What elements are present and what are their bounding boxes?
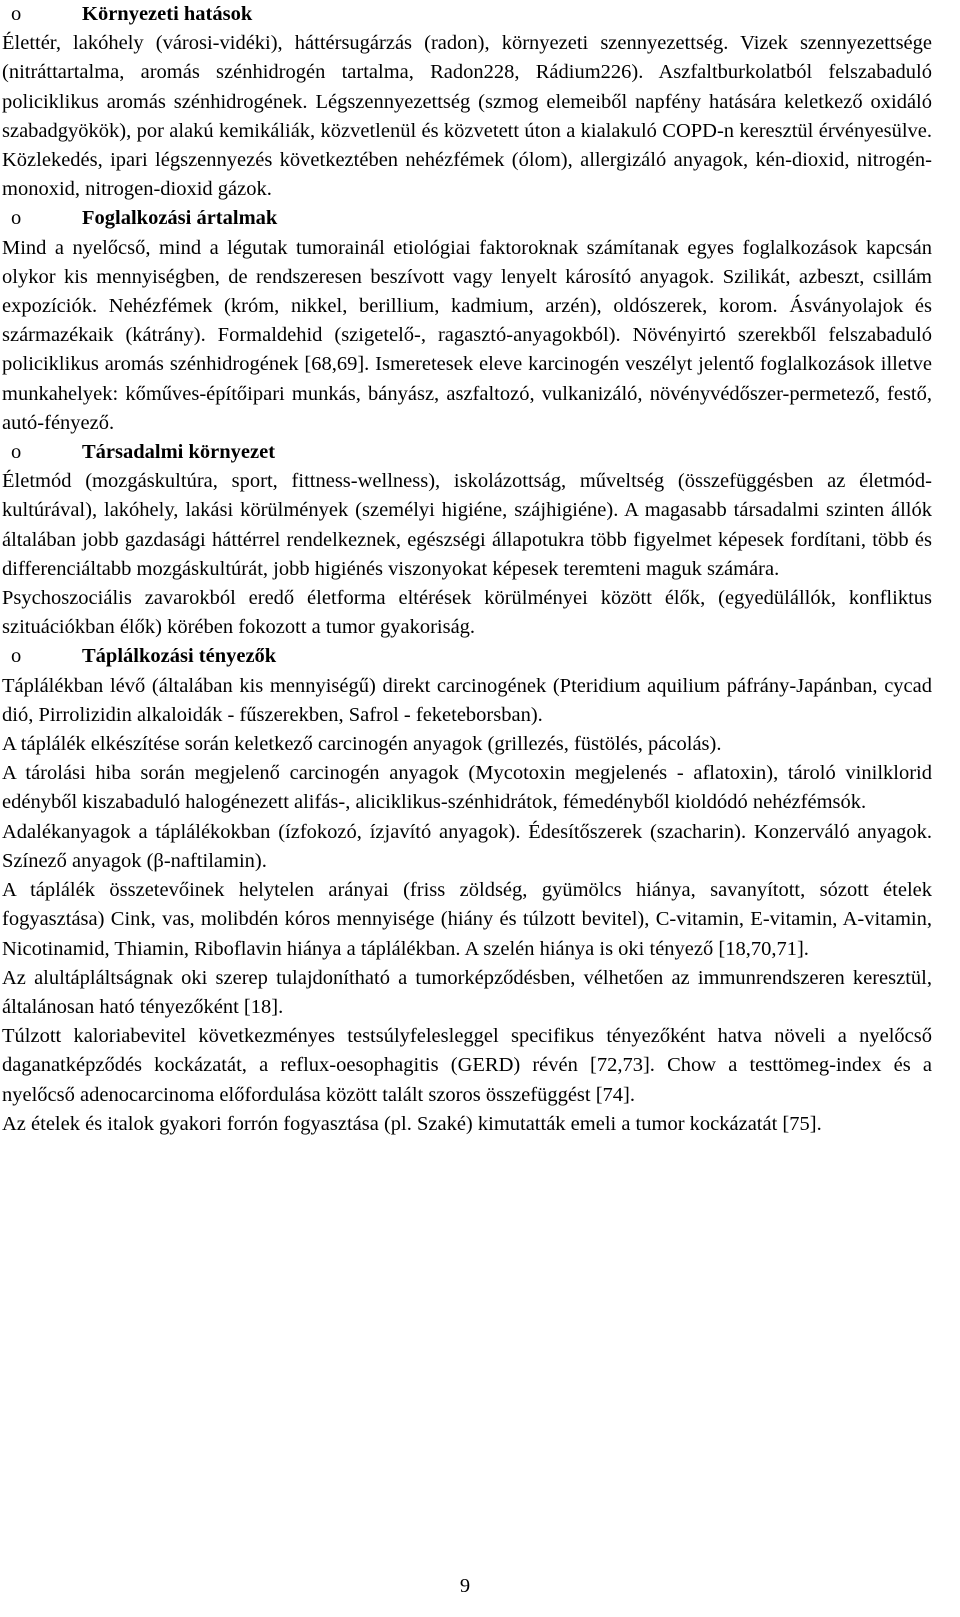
paragraph: Az ételek és italok gyakori forrón fogyasztása (pl. Szaké) kimutatták emeli a tumor kockázatát [75]. [2,1112,822,1135]
paragraph: Élettér, lakóhely (városi-vidéki), háttérsugárzás (radon), környezeti szennyezettség. Vizek szennyezettsége (nitráttartalma, aromás szénhidrogén tartalma, Radon228, Rádium226). Aszfaltburkolatból felszabaduló policiklikus aromás szénhidrogének. Légszennyezettség (szmog elemeiből napfény hatására keletkező oxidáló szabadgyökök), por alakú kemikáliák, közvetlenül és közvetett úton a kialakuló COPD-n keresztül érvényesülve. Közlekedés, ipari légszennyezés következtében nehézfémek (ólom), allergizáló anyagok, kén-dioxid, nitrogén-monoxid, nitrogen-dioxid gázok. [2,32,932,201]
paragraph: Psychoszociális zavarokból eredő életforma eltérések körülményei között élők, (egyedülállók, konfliktus szituációkban élők) körében fokozott a tumor gyakoriság. [2,587,932,639]
paragraph: Túlzott kaloriabevitel következményes testsúlyfelesleggel specifikus tényezőként hatva növeli a nyelőcső daganatképződés kockázatát, a reflux-oesophagitis (GERD) révén [72,73]. Chow a testtömeg-index és a nyelőcső adenocarcinoma előfordulása között talált szoros összefüggést [74]. [2,1025,932,1106]
list-bullet: o [11,645,22,668]
section-title: Társadalmi környezet [82,441,276,464]
list-bullet: o [11,3,22,25]
section-title: Környezeti hatások [82,3,253,25]
section-title: Táplálkozási tényezők [82,645,277,668]
list-bullet: o [11,441,22,464]
list-bullet: o [11,207,22,230]
paragraph: A táplálék összetevőinek helytelen arányai (friss zöldség, gyümölcs hiánya, savanyított, sózott ételek fogyasztása) Cink, vas, molibdén kóros mennyisége (hiány és túlzott bevitel), C-vitamin, E-vitamin, A-vitamin, Nicotinamid, Thiamin, Riboflavin hiánya a táplálékban. A szelén hiánya is oki tényező [18,70,71]. [2,879,932,960]
section-heading-tarsadalmi-kornyezet [2,438,932,467]
paragraph: Mind a nyelőcső, mind a légutak tumorainál etiológiai faktoroknak számítanak egyes foglalkozások kapcsán olykor kis mennyiségben, de rendszeresen beszívott vagy lenyelt károsító anyagok. Szilikát, azbeszt, csillám expozíciók. Nehézfémek (króm, nikkel, berillium, kadmium, arzén), oldószerek, korom. Ásványolajok és származékaik (kátrány). Formaldehid (szigetelő-, ragasztó-anyagokból). Növényirtó szerekből felszabaduló policiklikus aromás szénhidrogének [68,69]. Ismeretesek eleve karcinogén veszélyt jelentő foglalkozások illetve munkahelyek: kőműves-építőipari munkás, bányász, aszfaltozó, vulkanizáló, növényvédőszer-permetező, festő, autó-fényező. [2,236,932,434]
paragraph: Életmód (mozgáskultúra, sport, fittness-wellness), iskolázottság, műveltség (összefüggésben az életmód-kultúrával), lakóhely, lakási körülmények (személyi higiéne, szájhigiéne). A magasabb társadalmi szinten állók általában jobb gazdasági háttérrel rendelkeznek, egészségi állapotukra több figyelmet képesek fordítani, több és differenciáltabb mozgáskultúrát, jobb higiénés viszonyokat képesek teremteni maguk számára. [2,470,932,580]
paragraph: Az alultápláltságnak oki szerep tulajdonítható a tumorképződésben, vélhetően az immunrendszeren keresztül, általánosan ható tényezőként [18]. [2,966,932,1018]
section-heading-taplalkozasi-tenyezok [2,642,932,671]
page-number: 9 [459,1575,471,1597]
section-heading-kornyezeti-hatasok [2,0,932,29]
paragraph: Adalékanyagok a táplálékokban (ízfokozó, ízjavító anyagok). Édesítőszerek (szacharin). Konzerváló anyagok. Színező anyagok (β-naftilamin). [2,820,932,872]
section-title: Foglalkozási ártalmak [82,207,278,230]
paragraph: Táplálékban lévő (általában kis mennyiségű) direkt carcinogének (Pteridium aquilium páfrány-Japánban, cycad dió, Pirrolizidin alkaloidák - fűszerekben, Safrol - feketeborsban). [2,674,932,726]
section-heading-foglalkozasi-artalmak [2,204,932,233]
paragraph: A tárolási hiba során megjelenő carcinogén anyagok (Mycotoxin megjelenés - aflatoxin), tároló vinilklorid edényből kiszabaduló halogénezett alifás-, aliciklikus-szénhidrátok, fémedényből kioldódó nehézfémsók. [2,762,932,814]
document-page [2,0,932,1139]
paragraph: A táplálék elkészítése során keletkező carcinogén anyagok (grillezés, füstölés, pácolás). [2,733,722,756]
